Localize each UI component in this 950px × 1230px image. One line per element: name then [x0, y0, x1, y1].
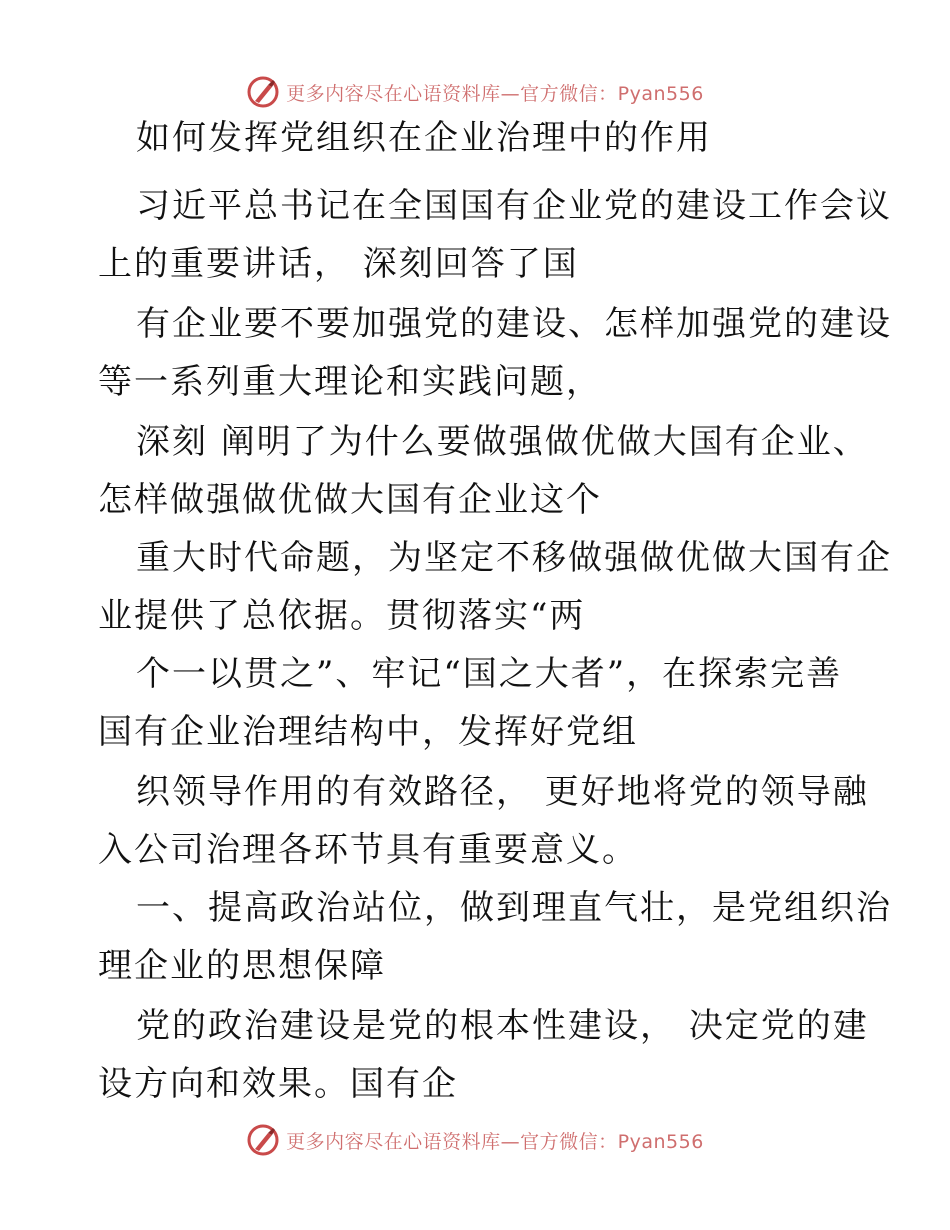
quill-pen-logo-icon	[246, 75, 280, 109]
section-heading-line: 一、提高政治站位，做到理直气壮，是党组织治	[136, 888, 892, 928]
paragraph-line: 设方向和效果。国有企	[98, 1064, 458, 1104]
paragraph-line: 等一系列重大理论和实践问题，	[98, 362, 602, 402]
paragraph-line: 上的重要讲话， 深刻回答了国	[98, 244, 579, 284]
watermark-text: 更多内容尽在心语资料库—官方微信：Pyan556	[286, 82, 704, 105]
paragraph-line: 个一以贯之”、牢记“国之大者”，在探索完善	[136, 654, 843, 694]
paragraph-line: 业提供了总依据。贯彻落实“两	[98, 596, 586, 636]
footer-watermark	[0, 1120, 950, 1160]
paragraph-line: 习近平总书记在全国国有企业党的建设工作会议	[136, 186, 892, 226]
paragraph-line: 国有企业治理结构中，发挥好党组	[98, 712, 638, 752]
paragraph-line: 怎样做强做优做大国有企业这个	[98, 480, 602, 520]
paragraph-line: 入公司治理各环节具有重要意义。	[98, 830, 638, 870]
paragraph-line: 织领导作用的有效路径， 更好地将党的领导融	[136, 772, 869, 812]
paragraph-line: 深刻 阐明了为什么要做强做优做大国有企业、	[136, 422, 869, 462]
paragraph-line: 有企业要不要加强党的建设、怎样加强党的建设	[136, 304, 892, 344]
watermark-text: 更多内容尽在心语资料库—官方微信：Pyan556	[286, 1130, 704, 1153]
document-title: 如何发挥党组织在企业治理中的作用	[136, 118, 712, 158]
quill-pen-logo-icon	[246, 1123, 280, 1157]
section-heading-line: 理企业的思想保障	[98, 946, 386, 986]
paragraph-line: 党的政治建设是党的根本性建设， 决定党的建	[136, 1006, 869, 1046]
paragraph-line: 重大时代命题，为坚定不移做强做优做大国有企	[136, 538, 892, 578]
header-watermark	[0, 72, 950, 112]
